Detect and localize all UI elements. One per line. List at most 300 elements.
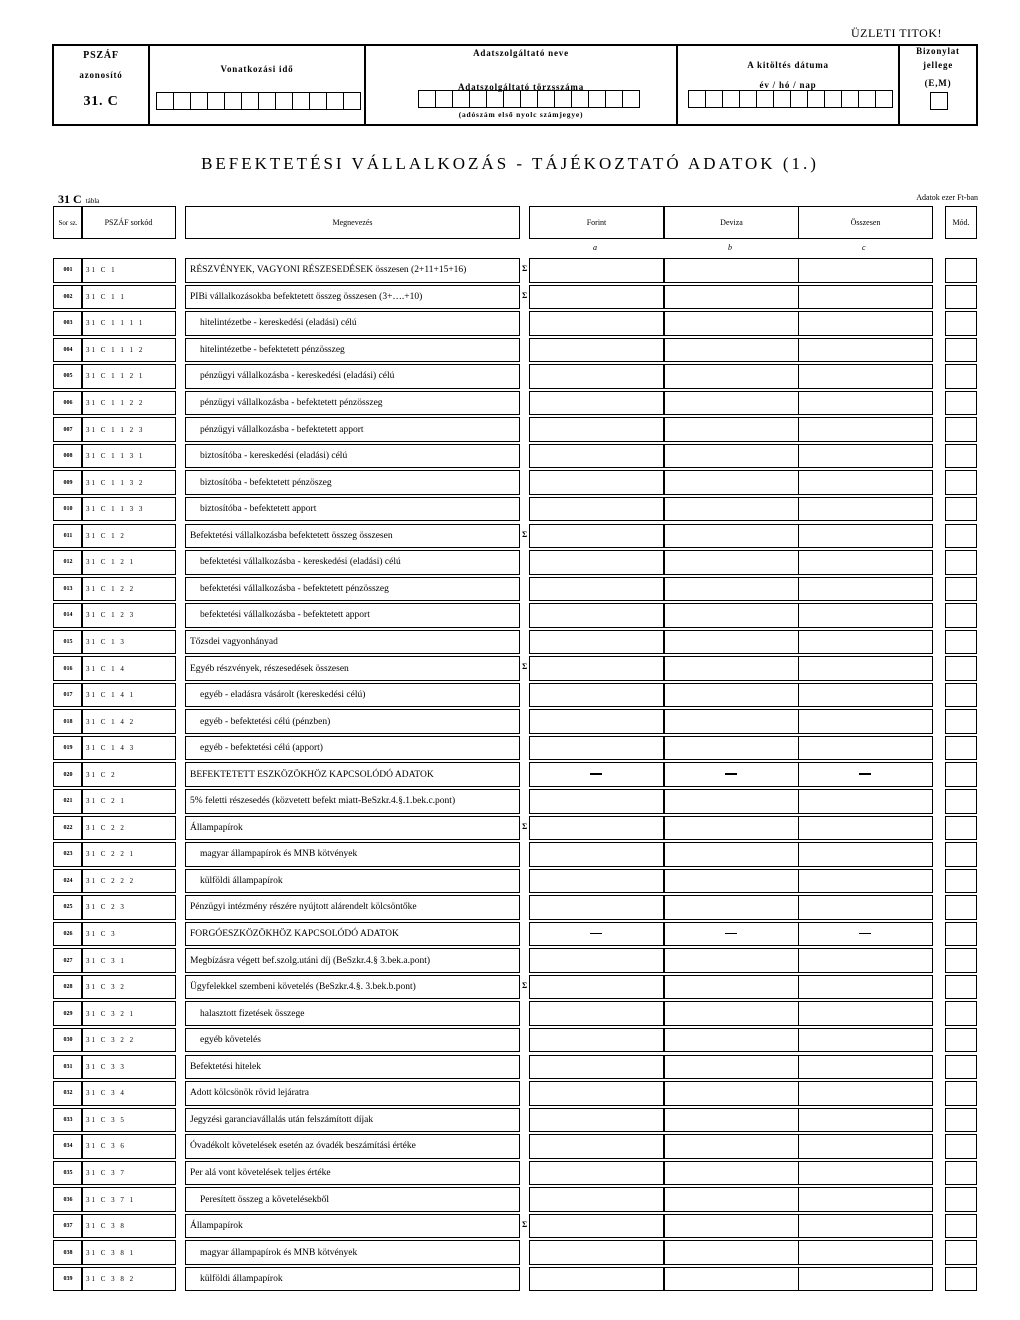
row-description: Megbízásra végett bef.szolg.utáni díj (BeSzkr.4.§ 3.bek.a.pont) [185,948,520,973]
row-description: befektetési vállalkozásba - befektetett pénzösszeg [185,577,520,602]
deviza-input[interactable] [664,975,799,1000]
row-number: 013 [53,577,83,602]
row-code: 31 C 1 4 3 [81,736,176,761]
forint-input[interactable] [529,789,664,814]
forint-input[interactable] [529,1134,664,1159]
total-input[interactable] [798,497,933,522]
forint-input[interactable] [529,444,664,469]
row-code: 31 C 2 2 1 [81,842,176,867]
deviza-input[interactable] [664,258,799,283]
total-input[interactable] [798,391,933,416]
mod-input[interactable] [945,577,977,602]
table-row [0,603,1020,630]
mod-input[interactable] [945,285,977,310]
mod-input[interactable] [945,895,977,920]
deviza-input[interactable] [664,736,799,761]
row-description: Befektetési vállalkozásba befektetett összeg összesen [185,524,520,549]
deviza-input[interactable] [664,816,799,841]
row-description: egyéb - befektetési célú (pénzben) [185,709,520,734]
total-input[interactable] [798,1108,933,1133]
forint-input[interactable] [529,311,664,336]
period-input[interactable] [156,92,361,110]
deviza-input[interactable] [664,789,799,814]
forint-input[interactable] [529,842,664,867]
mod-input[interactable] [945,975,977,1000]
forint-input[interactable] [529,948,664,973]
mod-input[interactable] [945,1055,977,1080]
total-input[interactable] [798,338,933,363]
total-input[interactable] [798,364,933,389]
col-header-total: Összesen [798,206,933,239]
deviza-input[interactable] [664,1028,799,1053]
table-row [0,762,1020,789]
forint-input[interactable] [529,338,664,363]
deviza-input[interactable] [664,1134,799,1159]
table-row [0,975,1020,1002]
fill-date-block [678,46,900,124]
pszaf-sublabel: azonosító [79,70,123,80]
table-row [0,1081,1020,1108]
forint-input[interactable] [529,391,664,416]
row-description: hitelintézetbe - kereskedési (eladási) célú [185,311,520,336]
row-code: 31 C 3 8 2 [81,1267,176,1292]
col-letter-a: a [593,243,597,252]
row-code: 31 C 2 [81,762,176,787]
not-applicable-dash [859,933,871,935]
deviza-input[interactable] [664,1187,799,1212]
forint-input[interactable] [529,1240,664,1265]
forint-input[interactable] [529,656,664,681]
deviza-input[interactable] [664,550,799,575]
deviza-input[interactable] [664,1108,799,1133]
total-input[interactable] [798,895,933,920]
total-input[interactable] [798,789,933,814]
total-input[interactable] [798,1028,933,1053]
row-code: 31 C 3 8 [81,1214,176,1239]
mod-input[interactable] [945,816,977,841]
total-input[interactable] [798,444,933,469]
row-code: 31 C 3 3 [81,1055,176,1080]
deviza-input[interactable] [664,577,799,602]
table-row [0,497,1020,524]
doc-type-label: Bizonylat [916,46,960,56]
deviza-input[interactable] [664,497,799,522]
mod-input[interactable] [945,630,977,655]
mod-input[interactable] [945,948,977,973]
col-letter-c: c [862,243,866,252]
total-input[interactable] [798,683,933,708]
provider-reg-input[interactable] [418,90,640,108]
deviza-input[interactable] [664,762,799,787]
row-code: 31 C 3 5 [81,1108,176,1133]
row-number: 035 [53,1161,83,1186]
mod-input[interactable] [945,1028,977,1053]
mod-input[interactable] [945,550,977,575]
total-input[interactable] [798,470,933,495]
table-row [0,656,1020,683]
deviza-input[interactable] [664,311,799,336]
table-row [0,470,1020,497]
deviza-input[interactable] [664,524,799,549]
table-row [0,1108,1020,1135]
row-description: biztosítóba - befektetett apport [185,497,520,522]
mod-input[interactable] [945,1108,977,1133]
table-row [0,1028,1020,1055]
row-number: 004 [53,338,83,363]
not-applicable-dash [725,773,737,775]
deviza-input[interactable] [664,470,799,495]
doc-type-sublabel: jellege [922,60,954,70]
row-number: 018 [53,709,83,734]
total-input[interactable] [798,285,933,310]
row-description: biztosítóba - kereskedési (eladási) célú [185,444,520,469]
row-description: Jegyzési garanciavállalás után felszámított díjak [185,1108,520,1133]
forint-input[interactable] [529,762,664,787]
forint-input[interactable] [529,869,664,894]
row-description: befektetési vállalkozásba - befektetett apport [185,603,520,628]
forint-input[interactable] [529,577,664,602]
total-input[interactable] [798,1240,933,1265]
table-row [0,311,1020,338]
row-code: 31 C 1 [81,258,176,283]
table-row [0,338,1020,365]
total-input[interactable] [798,577,933,602]
total-input[interactable] [798,630,933,655]
pszaf-label: PSZÁF [83,50,119,61]
total-input[interactable] [798,1187,933,1212]
mod-input[interactable] [945,470,977,495]
row-description: Állampapírok [185,1214,520,1239]
row-description: hitelintézetbe - befektetett pénzösszeg [185,338,520,363]
mod-input[interactable] [945,311,977,336]
total-input[interactable] [798,922,933,947]
deviza-input[interactable] [664,1081,799,1106]
forint-input[interactable] [529,1001,664,1026]
row-description: RÉSZVÉNYEK, VAGYONI RÉSZESEDÉSEK összesen (2+11+15+16) [185,258,520,283]
deviza-input[interactable] [664,948,799,973]
row-number: 007 [53,417,83,442]
forint-input[interactable] [529,1187,664,1212]
deviza-input[interactable] [664,391,799,416]
mod-input[interactable] [945,524,977,549]
row-number: 039 [53,1267,83,1292]
row-number: 016 [53,656,83,681]
row-description: halasztott fizetések összege [185,1001,520,1026]
row-description: külföldi állampapírok [185,869,520,894]
table-row [0,630,1020,657]
mod-input[interactable] [945,709,977,734]
unit-note: Adatok ezer Ft-ban [916,193,978,202]
deviza-input[interactable] [664,922,799,947]
table-row [0,1187,1020,1214]
mod-input[interactable] [945,1161,977,1186]
mod-input[interactable] [945,603,977,628]
forint-input[interactable] [529,417,664,442]
forint-input[interactable] [529,975,664,1000]
not-applicable-dash [859,773,871,775]
forint-input[interactable] [529,364,664,389]
total-input[interactable] [798,258,933,283]
mod-input[interactable] [945,1187,977,1212]
deviza-input[interactable] [664,1161,799,1186]
row-code: 31 C 1 1 3 1 [81,444,176,469]
table-row [0,869,1020,896]
not-applicable-dash [725,933,737,935]
deviza-input[interactable] [664,1001,799,1026]
total-input[interactable] [798,1134,933,1159]
row-description: 5% feletti részesedés (közvetett befekt miatt-BeSzkr.4.§.1.bek.c.pont) [185,789,520,814]
col-header-mod: Mód. [945,206,977,239]
total-input[interactable] [798,709,933,734]
row-description: Adott kölcsönök rövid lejáratra [185,1081,520,1106]
total-input[interactable] [798,948,933,973]
total-input[interactable] [798,417,933,442]
row-number: 006 [53,391,83,416]
doc-type-input[interactable] [930,92,948,110]
total-input[interactable] [798,1001,933,1026]
table-row [0,736,1020,763]
mod-input[interactable] [945,656,977,681]
row-description: magyar állampapírok és MNB kötvények [185,1240,520,1265]
mod-input[interactable] [945,762,977,787]
mod-input[interactable] [945,497,977,522]
provider-reg-label: Adatszolgáltató törzsszáma [457,82,585,92]
forint-input[interactable] [529,524,664,549]
total-input[interactable] [798,524,933,549]
table-row [0,1240,1020,1267]
row-number: 023 [53,842,83,867]
row-code: 31 C 3 [81,922,176,947]
forint-input[interactable] [529,470,664,495]
mod-input[interactable] [945,842,977,867]
table-row [0,842,1020,869]
total-input[interactable] [798,603,933,628]
mod-input[interactable] [945,869,977,894]
deviza-input[interactable] [664,417,799,442]
total-input[interactable] [798,869,933,894]
row-code: 31 C 3 7 1 [81,1187,176,1212]
forint-input[interactable] [529,1267,664,1292]
row-code: 31 C 1 1 2 3 [81,417,176,442]
row-description: befektetési vállalkozásba - kereskedési (eladási) célú [185,550,520,575]
deviza-input[interactable] [664,444,799,469]
deviza-input[interactable] [664,1240,799,1265]
row-description: egyéb követelés [185,1028,520,1053]
forint-input[interactable] [529,1108,664,1133]
row-code: 31 C 3 1 [81,948,176,973]
total-input[interactable] [798,1267,933,1292]
deviza-input[interactable] [664,842,799,867]
deviza-input[interactable] [664,869,799,894]
deviza-input[interactable] [664,630,799,655]
row-number: 031 [53,1055,83,1080]
row-number: 036 [53,1187,83,1212]
forint-input[interactable] [529,630,664,655]
table-row [0,524,1020,551]
provider-reg-note: (adószám első nyolc számjegye) [458,110,584,119]
row-code: 31 C 1 2 3 [81,603,176,628]
forint-input[interactable] [529,258,664,283]
forint-input[interactable] [529,1081,664,1106]
total-input[interactable] [798,1055,933,1080]
provider-name-label: Adatszolgáltató neve [473,48,569,58]
doc-type-values: (E,M) [924,78,952,88]
mod-input[interactable] [945,258,977,283]
table-row [0,816,1020,843]
table-row [0,709,1020,736]
row-number: 017 [53,683,83,708]
table-row [0,258,1020,285]
row-description: Állampapírok [185,816,520,841]
row-code: 31 C 3 6 [81,1134,176,1159]
mod-input[interactable] [945,922,977,947]
deviza-input[interactable] [664,1055,799,1080]
total-input[interactable] [798,1161,933,1186]
period-label: Vonatkozási idő [220,64,294,74]
row-number: 001 [53,258,83,283]
row-description: Egyéb részvények, részesedések összesen [185,656,520,681]
forint-input[interactable] [529,895,664,920]
mod-input[interactable] [945,364,977,389]
table-row [0,1134,1020,1161]
row-code: 31 C 1 1 1 2 [81,338,176,363]
row-code: 31 C 1 3 [81,630,176,655]
row-number: 003 [53,311,83,336]
row-number: 033 [53,1108,83,1133]
row-description: Peresített összeg a követelésekből [185,1187,520,1212]
total-input[interactable] [798,1214,933,1239]
col-header-forint: Forint [529,206,664,239]
row-number: 024 [53,869,83,894]
row-number: 028 [53,975,83,1000]
mod-input[interactable] [945,444,977,469]
forint-input[interactable] [529,497,664,522]
mod-input[interactable] [945,683,977,708]
forint-input[interactable] [529,1055,664,1080]
row-description: FORGÓESZKÖZÖKHÖZ KAPCSOLÓDÓ ADATOK [185,922,520,947]
mod-input[interactable] [945,1240,977,1265]
row-code: 31 C 1 4 2 [81,709,176,734]
pszaf-id-block [54,46,150,124]
mod-input[interactable] [945,736,977,761]
row-description: pénzügyi vállalkozásba - kereskedési (eladási) célú [185,364,520,389]
forint-input[interactable] [529,736,664,761]
sum-marker: Σ [522,290,528,300]
row-number: 021 [53,789,83,814]
deviza-input[interactable] [664,656,799,681]
total-input[interactable] [798,975,933,1000]
row-description: Tőzsdei vagyonhányad [185,630,520,655]
row-number: 030 [53,1028,83,1053]
mod-input[interactable] [945,1267,977,1292]
forint-input[interactable] [529,285,664,310]
row-number: 026 [53,922,83,947]
forint-input[interactable] [529,816,664,841]
deviza-input[interactable] [664,285,799,310]
forint-input[interactable] [529,709,664,734]
total-input[interactable] [798,656,933,681]
total-input[interactable] [798,736,933,761]
total-input[interactable] [798,1081,933,1106]
mod-input[interactable] [945,789,977,814]
forint-input[interactable] [529,922,664,947]
row-code: 31 C 2 3 [81,895,176,920]
table-row [0,1267,1020,1294]
total-input[interactable] [798,550,933,575]
fill-date-input[interactable] [688,90,893,108]
deviza-input[interactable] [664,1214,799,1239]
table-row [0,922,1020,949]
row-number: 038 [53,1240,83,1265]
mod-input[interactable] [945,338,977,363]
row-code: 31 C 1 2 1 [81,550,176,575]
table-row [0,444,1020,471]
total-input[interactable] [798,816,933,841]
mod-input[interactable] [945,391,977,416]
deviza-input[interactable] [664,1267,799,1292]
mod-input[interactable] [945,1214,977,1239]
forint-input[interactable] [529,1028,664,1053]
row-number: 008 [53,444,83,469]
row-number: 005 [53,364,83,389]
table-label: 31 C tábla [58,192,100,206]
total-input[interactable] [798,762,933,787]
row-number: 037 [53,1214,83,1239]
row-description: Ügyfelekkel szembeni követelés (BeSzkr.4.§. 3.bek.b.pont) [185,975,520,1000]
forint-input[interactable] [529,1214,664,1239]
total-input[interactable] [798,842,933,867]
pszaf-code: 31. C [83,94,119,109]
deviza-input[interactable] [664,364,799,389]
row-code: 31 C 1 4 [81,656,176,681]
forint-input[interactable] [529,603,664,628]
row-number: 011 [53,524,83,549]
mod-input[interactable] [945,1134,977,1159]
row-number: 032 [53,1081,83,1106]
not-applicable-dash [590,933,602,935]
col-letter-b: b [728,243,732,252]
total-input[interactable] [798,311,933,336]
deviza-input[interactable] [664,683,799,708]
confidential-notice: ÜZLETI TITOK! [850,26,942,40]
forint-input[interactable] [529,683,664,708]
mod-input[interactable] [945,1081,977,1106]
deviza-input[interactable] [664,338,799,363]
deviza-input[interactable] [664,603,799,628]
row-description: egyéb - befektetési célú (apport) [185,736,520,761]
deviza-input[interactable] [664,709,799,734]
row-code: 31 C 3 2 1 [81,1001,176,1026]
sum-marker: Σ [522,264,528,273]
doc-type-block [900,46,976,124]
form-header [52,44,978,126]
row-description: egyéb - eladásra vásárolt (kereskedési célú) [185,683,520,708]
col-header-sor: Sor sz. [53,206,83,239]
forint-input[interactable] [529,1161,664,1186]
row-code: 31 C 1 1 2 1 [81,364,176,389]
row-code: 31 C 1 1 2 2 [81,391,176,416]
deviza-input[interactable] [664,895,799,920]
fill-date-format: év / hó / nap [759,80,817,90]
table-row [0,1001,1020,1028]
forint-input[interactable] [529,550,664,575]
not-applicable-dash [590,773,602,775]
col-header-desc: Megnevezés [185,206,520,239]
row-number: 019 [53,736,83,761]
mod-input[interactable] [945,417,977,442]
row-code: 31 C 3 7 [81,1161,176,1186]
mod-input[interactable] [945,1001,977,1026]
